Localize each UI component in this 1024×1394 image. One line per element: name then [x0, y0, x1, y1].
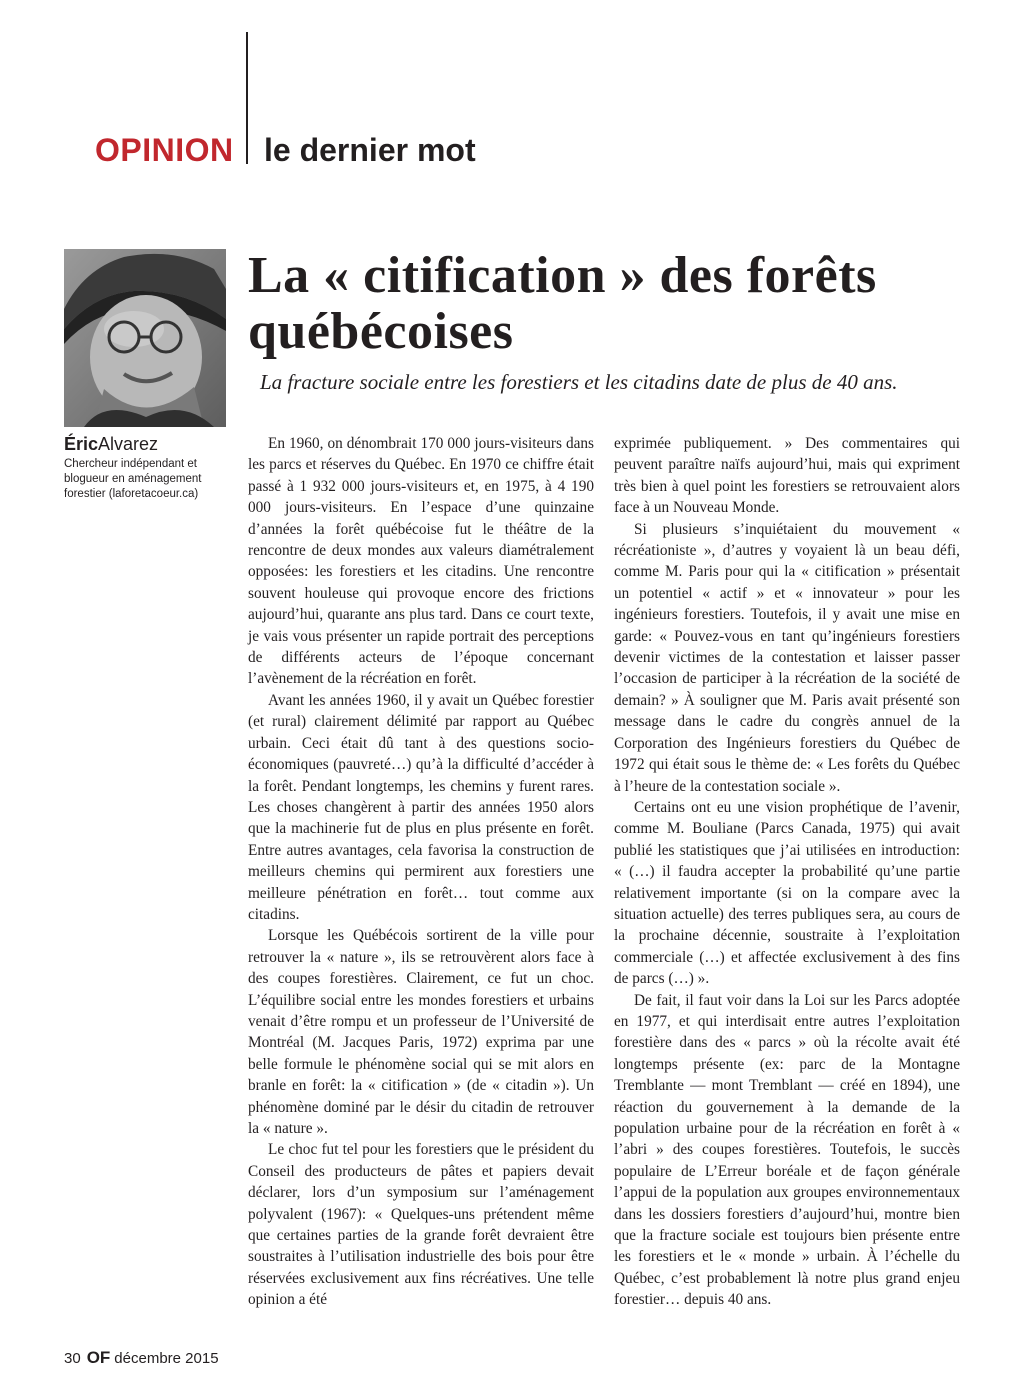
author-portrait-image [64, 249, 226, 427]
page-number: 30 [64, 1350, 81, 1367]
paragraph: En 1960, on dénombrait 170 000 jours-visiteurs dans les parcs et réserves du Québec. En 1970 ce chiffre était passé à 1 932 000 jours-visiteurs et, en 1975, à 4 190 000 jours-visiteurs. En l’espace d’une quinzaine d’années la forêt québécoise fut le théâtre de la rencontre de deux mondes aux valeurs diamétralement opposées: les forestiers et les citadins. Une rencontre souvent houleuse qui provoque encore des frictions aujourd’hui, quarante ans plus tard. Dans ce court texte, je vais vous présenter un rapide portrait des perceptions de différents acteurs de l’époque concernant l’avènement de la récréation en forêt. [248, 435, 594, 688]
magazine-logo: OF [86, 1348, 111, 1367]
article-title: La « citification » des forêts québécoises [248, 247, 877, 360]
issue-date: décembre 2015 [114, 1350, 219, 1367]
header-divider [246, 32, 248, 164]
section-label: OPINION [95, 132, 234, 168]
paragraph-continued: exprimée publiquement. » Des commentaires qui peuvent paraître naïfs aujourd’hui, mais qui expriment très bien à quel point les forestiers se retrouvaient alors face à un Nouveau Monde. [614, 435, 960, 517]
article-subtitle: La fracture sociale entre les forestiers et les citadins date de plus de 40 ans. [260, 370, 898, 394]
author-first-name: Éric [64, 434, 99, 454]
paragraph: Le choc fut tel pour les forestiers que le président du Conseil des producteurs de pâtes et papiers devait déclarer, lors d’un symposium sur l’aménagement polyvalent (1967): « Quelques-uns prétendent même que certaines parties de la grande forêt devraient être soustraites à l’utilisation industrielle des bois pour être réservées exclusivement aux fins récréatives. Une telle opinion a été [248, 1141, 594, 1309]
paragraph: Certains ont eu une vision prophétique de l’avenir, comme M. Bouliane (Parcs Canada, 1975) qui avait publié les statistiques que j’ai utilisées en introduction: « (…) il faudra accepter la probabilité qu’une partie relativement importante (si on la compare avec la situation actuelle) des terres publiques sera, au cours de la prochaine décennie, soustraite à l’exploitation commerciale (…) et affectée exclusivement à des fins de parcs (…) ». [614, 798, 960, 988]
page-footer [64, 1348, 219, 1369]
paragraph: Avant les années 1960, il y avait un Québec forestier (et rural) clairement délimité par rapport au Québec urbain. Ceci était dû tant à des questions socio-économiques (pauvreté…) qu’à la difficulté d’accéder à la forêt. Pendant longtemps, les chemins y furent rares. Les choses changèrent à partir des années 1950 alors que la machinerie fut de plus en plus présente en forêt. Entre autres avantages, cela favorisa la construction de meilleurs chemins qui permirent aux forestiers une meilleure pénétration en forêt… tout comme aux citadins. [248, 691, 594, 923]
column-right [614, 433, 960, 1311]
author-bio: Chercheur indépendant et blogueur en aménagement forestier (laforetacoeur.ca) [64, 458, 202, 500]
paragraph: Lorsque les Québécois sortirent de la ville pour retrouver la « nature », ils se retrouvèrent alors face à des coupes forestières. Clairement, ce fut un choc. L’équilibre social entre les mondes forestiers et urbains venait d’être rompu et un professeur de l’Université de Montréal (M. Jacques Paris, 1972) exprima par une belle formule le phénomène social qui se mit alors en branle en forêt: la « citification » (de « citadin »). Un phénomène dominé par le désir du citadin de retrouver la « nature ». [248, 927, 594, 1137]
rubric-label: le dernier mot [264, 132, 476, 168]
author-last-name: Alvarez [98, 434, 159, 454]
author-photo [64, 249, 226, 427]
column-left [248, 433, 594, 1311]
paragraph: De fait, il faut voir dans la Loi sur les Parcs adoptée en 1977, et qui interdisait entre autres l’exploitation forestière dans des « parcs » où la récolte avait été longtemps présente (ex: parc de la Montagne Tremblante — mont Tremblant — créé en 1894), une réaction du gouvernement à la demande de la population urbaine pour de la récréation en forêt à « l’abri » des coupes forestières. Toutefois, le succès populaire de L’Erreur boréale et de façon générale l’appui de la population aux groupes environnementaux dans les dossiers forestiers d’aujourd’hui, montre bien que la fracture sociale est toujours bien présente entre les forestiers et le « monde » urbain. À l’échelle du Québec, c’est probablement là notre plus grand enjeu forestier… depuis 40 ans. [614, 991, 960, 1309]
paragraph: Si plusieurs s’inquiétaient du mouvement « récréationiste », d’autres y voyaient là un beau défi, comme M. Paris pour qui la « citification » présentait un potentiel « actif » et « innovateur » pour les ingénieurs forestiers. Toutefois, il y avait une mise en garde: « Pouvez-vous en tant qu’ingénieurs forestiers devenir victimes de la contestation et laisser passer l’occasion de participer à la récréation de la société de demain? » À souligner que M. Paris avait présenté son message dans le cadre du congrès annuel de la Corporation des Ingénieurs forestiers du Québec de 1972 qui était sous le thème de: « Les forêts du Québec à l’heure de la contestation sociale ». [614, 520, 960, 795]
author-box [64, 432, 240, 502]
author-name [64, 432, 240, 456]
